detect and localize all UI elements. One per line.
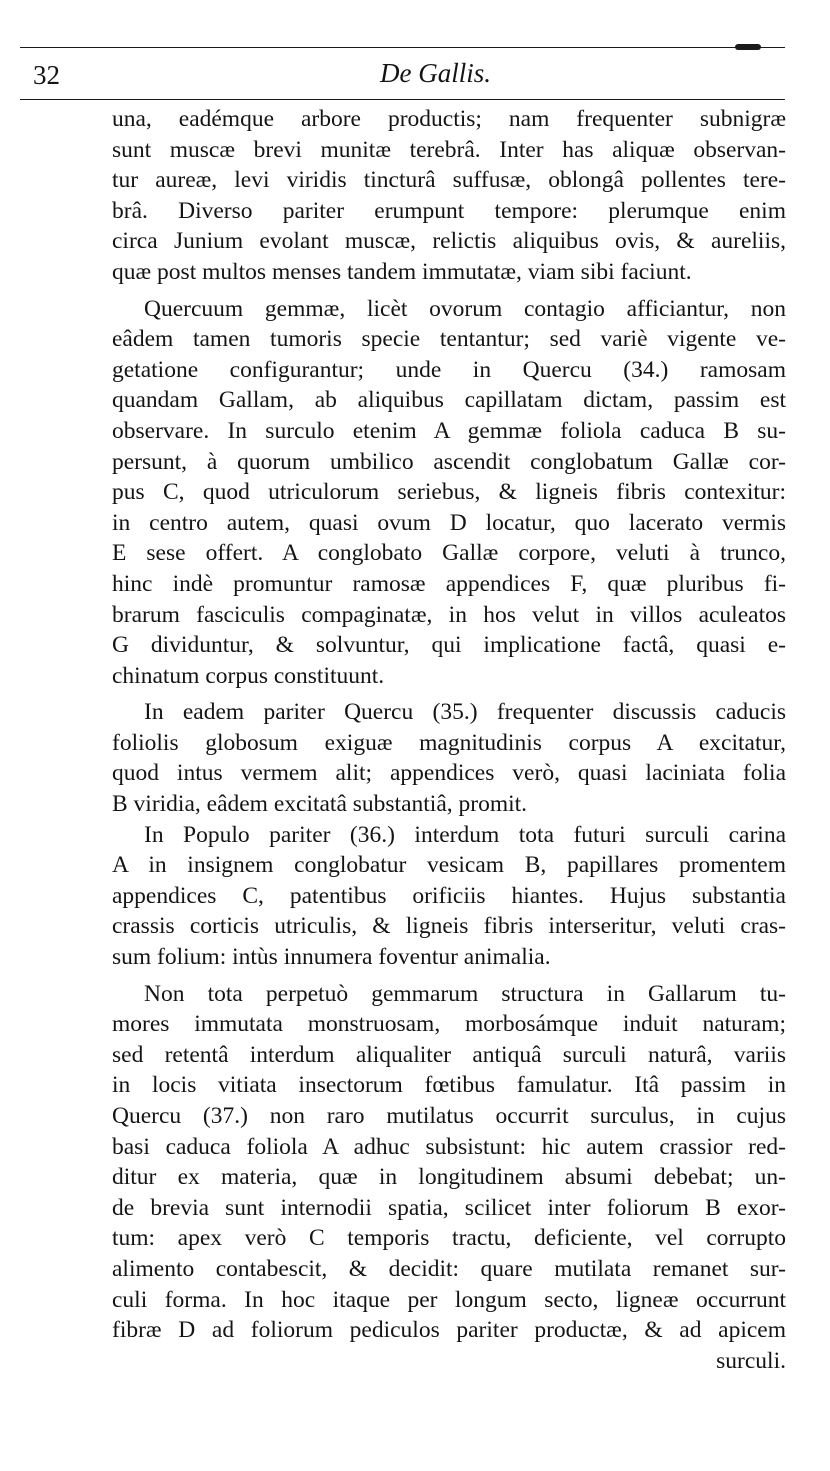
paragraph-4 [112,820,786,973]
text-line: Quercuum gemmæ, licèt ovorum contagio afficiantur, non [144,295,786,322]
page-number: 32 [33,60,60,90]
text-line: observare. In surculo etenim A gemmæ foliola caduca B su- [112,417,786,444]
text-line: Quercu (37.) non raro mutilatus occurrit surculus, in cujus [112,1103,786,1129]
paragraph-5 [112,979,786,1346]
text-line: quod intus vermem alit; appendices verò, quasi laciniata folia [112,760,786,787]
text-line: de brevia sunt internodii spatia, scilicet inter foliorum B exor- [112,1194,786,1221]
header-rule [20,99,785,100]
paragraph-1 [112,104,786,288]
text-line: brarum fasciculis compaginatæ, in hos velut in villos aculeatos [112,601,786,628]
text-line: crassis corticis utriculis, & ligneis fibris interseritur, veluti cras- [112,913,786,940]
text-line: Non tota perpetuò gemmarum structura in Gallarum tu- [144,980,786,1007]
text-line: In eadem pariter Quercu (35.) frequenter discussis caducis [144,699,786,726]
text-line: sum folium: intùs innumera foventur animalia. [112,944,551,971]
top-rule-ornament [735,44,761,50]
text-line: hinc indè promuntur ramosæ appendices F, quæ pluribus fi- [112,570,786,597]
body-text [112,104,786,1376]
text-line: quandam Gallam, ab aliquibus capillatam dictam, passim est [112,387,786,414]
text-line: appendices C, patentibus orificiis hiantes. Hujus substantia [112,882,786,909]
text-line: chinatum corpus constituunt. [112,662,385,689]
paragraph-3 [112,697,786,819]
text-line: foliolis globosum exiguæ magnitudinis corpus A excitatur, [112,729,786,756]
text-line: B viridia, eâdem excitatâ substantiâ, promit. [112,791,528,818]
running-title: De Gallis. [380,58,491,88]
text-line: fibræ D ad foliorum pediculos pariter productæ, & ad apicem [112,1317,786,1344]
text-line: getatione configurantur; unde in Quercu (34.) ramosam [112,356,786,383]
text-line: tur aureæ, levi viridis tincturâ suffusæ, oblongâ pollentes tere- [112,167,786,194]
text-line: ditur ex materia, quæ in longitudinem absumi debebat; un- [112,1164,786,1191]
text-line: una, eadémque arbore productis; nam frequenter subnigræ [112,106,786,132]
text-line: brâ. Diverso pariter erumpunt tempore: plerumque enim [112,197,786,224]
text-line: tum: apex verò C temporis tractu, deficiente, vel corrupto [112,1225,786,1252]
text-line: A in insignem conglobatur vesicam B, papillares promentem [112,852,786,879]
text-line: sed retentâ interdum aliqualiter antiquâ surculi naturâ, variis [112,1041,786,1068]
text-line: in locis vitiata insectorum fœtibus famulatur. Itâ passim in [112,1072,786,1099]
text-line: sunt muscæ brevi munitæ terebrâ. Inter has aliquæ observan- [112,136,786,163]
text-line: In Populo pariter (36.) interdum tota futuri surculi carina [144,821,786,848]
text-line: circa Junium evolant muscæ, relictis aliquibus ovis, & aureliis, [112,228,786,255]
top-rule [20,47,785,48]
catchword: surculi. [716,1347,786,1374]
text-line: eâdem tamen tumoris specie tentantur; sed variè vigente ve- [112,326,786,353]
text-line: in centro autem, quasi ovum D locatur, quo lacerato vermis [112,509,786,536]
paragraph-2 [112,294,786,692]
text-line: alimento contabescit, & decidit: quare mutilata remanet sur- [112,1255,786,1282]
text-line: mores immutata monstruosam, morbosámque induit naturam; [112,1011,786,1038]
text-line: pus C, quod utriculorum seriebus, & ligneis fibris contexitur: [112,479,786,506]
text-line: quæ post multos menses tandem immutatæ, viam sibi faciunt. [112,258,692,285]
text-line: basi caduca foliola A adhuc subsistunt: hic autem crassior red- [112,1133,786,1160]
text-line: persunt, à quorum umbilico ascendit conglobatum Gallæ cor- [112,448,786,475]
text-line: culi forma. In hoc itaque per longum secto, ligneæ occurrunt [112,1286,786,1313]
text-line: E sese offert. A conglobato Gallæ corpore, veluti à trunco, [112,540,786,567]
text-line: G dividuntur, & solvuntur, qui implicatione factâ, quasi e- [112,632,786,659]
